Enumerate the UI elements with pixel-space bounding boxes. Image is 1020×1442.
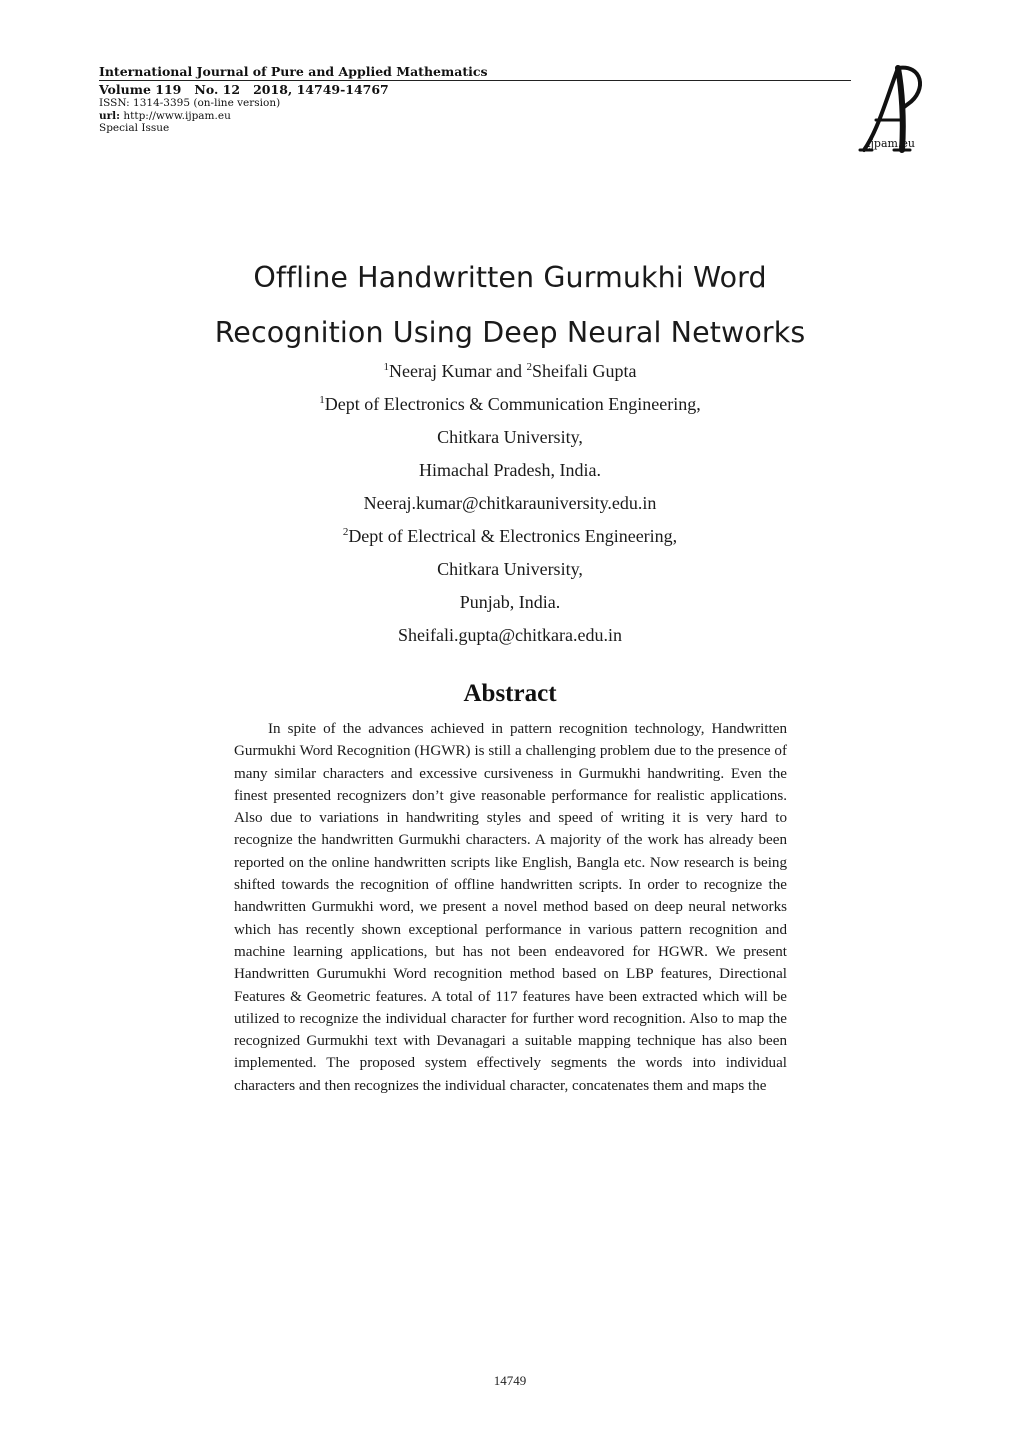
affiliation1-dept xyxy=(0,388,1020,421)
aff2-dept-text: Dept of Electrical & Electronics Engineering, xyxy=(348,526,678,546)
author2-email[interactable]: Sheifali.gupta@chitkara.edu.in xyxy=(397,625,622,645)
affiliation1-university: Chitkara University, xyxy=(437,427,583,447)
title-line-2: Recognition Using Deep Neural Networks xyxy=(214,316,806,349)
journal-name: International Journal of Pure and Applied Mathematics xyxy=(99,64,851,81)
author2-name: Sheifali Gupta xyxy=(531,361,637,381)
aff2-mark: 2 xyxy=(342,526,349,538)
abstract-heading: Abstract xyxy=(463,680,557,707)
journal-url[interactable]: http://www.ijpam.eu xyxy=(123,109,231,122)
url-label: url: xyxy=(99,109,121,122)
paper-title xyxy=(0,250,1020,360)
aff1-mark: 1 xyxy=(319,394,325,406)
url-line xyxy=(99,110,851,123)
author1-name: Neeraj Kumar and xyxy=(389,361,527,381)
page-number: 14749 xyxy=(493,1373,527,1388)
issue-line: Special Issue xyxy=(99,122,170,134)
affiliation2-dept xyxy=(0,520,1020,553)
affiliation1-place: Himachal Pradesh, India. xyxy=(419,460,601,480)
author-block xyxy=(0,355,1020,652)
author2-mark: 2 xyxy=(526,361,532,373)
title-line-1: Offline Handwritten Gurmukhi Word xyxy=(253,261,767,294)
aff1-dept-text: Dept of Electronics & Communication Engineering, xyxy=(324,394,701,414)
affiliation2-university: Chitkara University, xyxy=(437,559,583,579)
abstract-text: In spite of the advances achieved in pattern recognition technology, Handwritten Gurmukhi Word Recognition (HGWR) is still a challenging problem due to the presence of many similar characters and excessive cursiveness in Gurmukhi handwriting. Even the finest presented recognizers don’t give reasonable performance for realistic applications. Also due to variations in handwriting styles and speed of writing it is very hard to recognize the handwritten Gurmukhi characters. A majority of the work has already been reported on the online handwritten scripts like English, Bangla etc. Now research is being shifted towards the recognition of offline handwritten scripts. In order to recognize the handwritten Gurmukhi word, we present a novel method based on deep neural networks which has recently shown exceptional performance in various pattern recognition and machine learning applications, but has not been endeavored for HGWR. We present Handwritten Gurumukhi Word recognition method based on LBP features, Directional Features & Geometric features. A total of 117 features have been extracted which will be utilized to recognize the individual character for further word recognition. Also to map the recognized Gurmukhi text with Devanagari a suitable mapping technique has also been implemented. The proposed system effectively segments the words into individual characters and then recognizes the individual character, concatenates them and maps the xyxy=(234,721,787,1094)
volume-line: Volume 119 No. 12 2018, 14749-14767 xyxy=(99,82,389,97)
journal-header xyxy=(99,64,851,135)
author1-email[interactable]: Neeraj.kumar@chitkarauniversity.edu.in xyxy=(363,493,657,513)
logo-caption: ijpam.eu xyxy=(866,137,916,150)
affiliation2-place: Punjab, India. xyxy=(459,592,561,612)
author1-mark: 1 xyxy=(383,361,390,373)
author-line xyxy=(0,355,1020,388)
issn-line: ISSN: 1314-3395 (on-line version) xyxy=(99,97,281,109)
